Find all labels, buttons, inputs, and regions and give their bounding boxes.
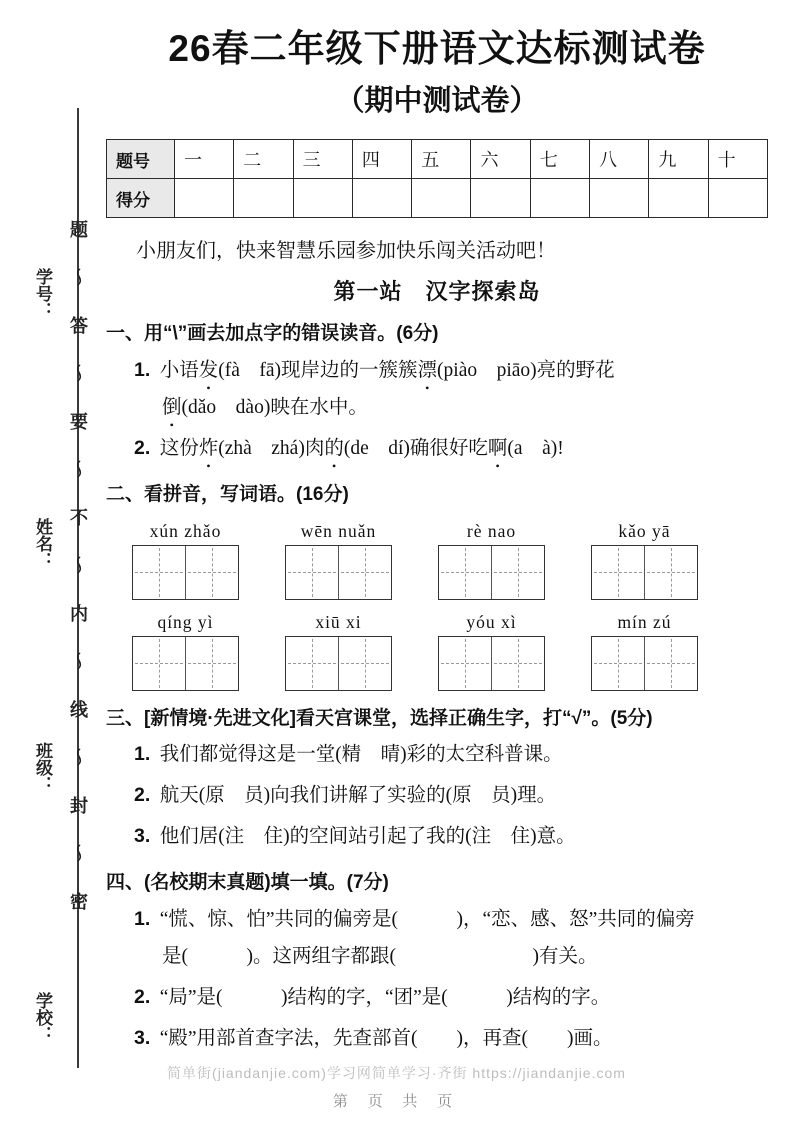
writing-box[interactable] [438, 545, 545, 600]
score-cell[interactable] [412, 179, 471, 218]
item-text: (piào piāo)亮的野花 [437, 359, 615, 381]
score-cell[interactable] [590, 179, 649, 218]
question-number-cell: 三 [293, 140, 352, 179]
pinyin-label: wēn nuǎn [300, 520, 377, 541]
item-number: 2. [134, 436, 156, 459]
writing-cell[interactable] [185, 637, 238, 690]
question-number-cell: 五 [412, 140, 471, 179]
pinyin-label: kǎo yā [618, 520, 671, 541]
question-item [106, 352, 768, 426]
writing-cell[interactable] [133, 546, 185, 599]
pinyin-word-group [285, 612, 392, 691]
question-line [106, 901, 768, 938]
writing-cell[interactable] [338, 637, 391, 690]
score-cell[interactable] [649, 179, 708, 218]
pinyin-word-group [132, 521, 239, 600]
student-name-label: 姓名： [33, 518, 52, 569]
score-table-points-row [107, 179, 768, 218]
pinyin-row-2 [132, 612, 768, 691]
item-text: 我们都觉得这是一堂(精 晴)彩的太空科普课。 [159, 744, 563, 766]
question-number-cell: 八 [590, 140, 649, 179]
test-paper [106, 26, 768, 1057]
question-line [106, 979, 768, 1016]
writing-box[interactable] [285, 545, 392, 600]
question-4-items [106, 901, 768, 1057]
score-cell[interactable] [175, 179, 234, 218]
writing-box[interactable] [132, 636, 239, 691]
writing-box[interactable] [285, 636, 392, 691]
question-number-cell: 六 [471, 140, 530, 179]
question-number-cell: 四 [352, 140, 411, 179]
pinyin-word-group [591, 612, 698, 691]
pinyin-word-group [132, 612, 239, 691]
item-number: 1. [134, 743, 156, 766]
pinyin-label: rè nao [466, 520, 517, 541]
dotted-character: 倒 [162, 396, 182, 418]
score-header: 得分 [107, 179, 175, 218]
seal-line-text: 题〜答〜要〜不〜内〜线〜封〜密 [68, 220, 88, 940]
score-table [106, 139, 768, 218]
item-text: (a à)! [507, 437, 564, 459]
score-cell[interactable] [708, 179, 767, 218]
item-text: 他们居(注 住)的空间站引起了我的(注 住)意。 [159, 826, 576, 848]
writing-cell[interactable] [644, 637, 697, 690]
question-line [106, 818, 768, 855]
writing-box[interactable] [132, 545, 239, 600]
item-number: 3. [134, 825, 156, 848]
paper-subtitle: （期中测试卷） [335, 85, 539, 118]
item-text: “局”是( )结构的字，“团”是( )结构的字。 [159, 987, 611, 1008]
question-line [106, 1020, 768, 1057]
dotted-character: 啊 [487, 437, 508, 459]
writing-cell[interactable] [286, 546, 338, 599]
station-title: 第一站 汉字探索岛 [333, 279, 541, 305]
question-item [106, 1020, 768, 1057]
class-label: 班级： [33, 742, 52, 793]
question-3-items [106, 736, 768, 855]
intro-text: 小朋友们，快来智慧乐园参加快乐闯关活动吧！ [136, 240, 556, 263]
item-text: (de dí)确很好吃 [343, 437, 488, 459]
writing-cell[interactable] [133, 637, 185, 690]
watermark-text: 简单街(jiandanjie.com)学习网简单学习·齐街 https://jiandanjie.com [167, 1065, 626, 1081]
item-text: “慌、惊、怕”共同的偏旁是( )，“恋、感、怒”共同的偏旁 [159, 908, 695, 930]
dotted-character: 的 [324, 437, 344, 459]
question-number-cell: 二 [234, 140, 293, 179]
question-item [106, 979, 768, 1016]
question-1-title: 一、用“\”画去加点字的错误读音。(6分) [106, 323, 439, 345]
score-table-number-row [107, 140, 768, 179]
item-number: 3. [134, 1027, 156, 1050]
pinyin-word-group [438, 612, 545, 691]
item-text: 小语 [159, 359, 199, 381]
question-item [106, 901, 768, 975]
writing-cell[interactable] [286, 637, 338, 690]
writing-box[interactable] [591, 545, 698, 600]
question-line [106, 736, 768, 773]
question-4-title: 四、(名校期末真题)填一填。(7分) [106, 872, 389, 894]
paper-title: 26春二年级下册语文达标测试卷 [168, 28, 706, 69]
question-number-cell: 九 [649, 140, 708, 179]
item-text: 这份 [159, 437, 199, 459]
dotted-character: 发 [198, 359, 219, 381]
item-number: 1. [134, 358, 156, 381]
school-label: 学校： [33, 992, 52, 1043]
item-text: (zhà zhá)肉 [218, 437, 325, 459]
question-number-header: 题号 [107, 140, 175, 179]
item-text: (fà fā)现岸边的一簇簇 [218, 359, 418, 381]
question-3-title: 三、[新情境·先进文化]看天宫课堂，选择正确生字，打“√”。(5分) [106, 707, 653, 729]
score-cell[interactable] [471, 179, 530, 218]
item-text: 是( )。这两组字都跟( )有关。 [162, 945, 598, 967]
item-text: “殿”用部首查字法，先查部首( )，再查( )画。 [159, 1028, 613, 1050]
pinyin-label: xiū xi [315, 611, 362, 632]
question-number-cell: 七 [530, 140, 589, 179]
dotted-character: 漂 [417, 359, 438, 381]
question-number-cell: 一 [175, 140, 234, 179]
pinyin-label: qíng yì [157, 611, 214, 632]
page-number-footer: 第 页 共 页 [332, 1094, 461, 1110]
question-number-cell: 十 [708, 140, 767, 179]
question-line [106, 777, 768, 814]
writing-cell[interactable] [491, 546, 544, 599]
writing-box[interactable] [591, 636, 698, 691]
writing-cell[interactable] [491, 637, 544, 690]
item-number: 1. [134, 907, 156, 930]
student-number-label: 学号： [33, 268, 52, 319]
score-cell[interactable] [293, 179, 352, 218]
question-1-items [106, 352, 768, 467]
writing-box[interactable] [438, 636, 545, 691]
pinyin-row-1 [132, 521, 768, 600]
score-cell[interactable] [530, 179, 589, 218]
pinyin-label: mín zú [617, 611, 672, 632]
question-item [106, 777, 768, 814]
pinyin-label: xún zhǎo [149, 520, 222, 541]
pinyin-word-group [285, 521, 392, 600]
item-number: 2. [134, 784, 156, 807]
question-line [106, 430, 768, 467]
writing-cell[interactable] [592, 637, 644, 690]
question-line [106, 352, 768, 389]
writing-cell[interactable] [644, 546, 697, 599]
writing-cell[interactable] [338, 546, 391, 599]
pinyin-label: yóu xì [466, 611, 517, 632]
item-text: 航天(原 员)向我们讲解了实验的(原 员)理。 [159, 785, 557, 807]
question-line [106, 389, 768, 426]
question-item [106, 818, 768, 855]
score-cell[interactable] [234, 179, 293, 218]
score-cell[interactable] [352, 179, 411, 218]
pinyin-word-group [591, 521, 698, 600]
writing-cell[interactable] [592, 546, 644, 599]
question-2-title: 二、看拼音，写词语。(16分) [106, 483, 349, 505]
writing-cell[interactable] [439, 546, 491, 599]
item-number: 2. [134, 986, 156, 1008]
item-text: (dǎo dào)映在水中。 [181, 396, 368, 418]
dotted-character: 炸 [198, 437, 219, 459]
question-item [106, 430, 768, 467]
question-line [106, 938, 768, 975]
question-item [106, 736, 768, 773]
pinyin-word-group [438, 521, 545, 600]
writing-cell[interactable] [185, 546, 238, 599]
writing-cell[interactable] [439, 637, 491, 690]
